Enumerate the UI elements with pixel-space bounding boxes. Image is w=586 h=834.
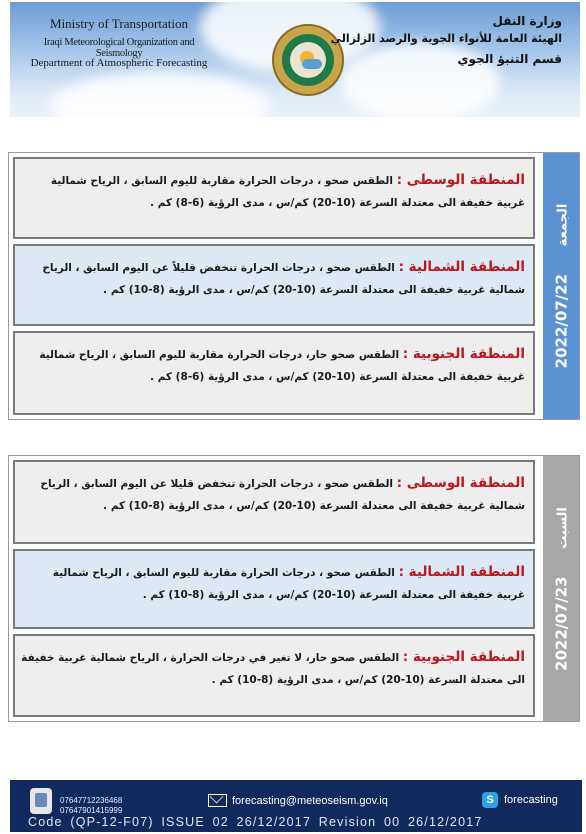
region-north-day2 [13,549,535,629]
email-address[interactable]: forecasting@meteoseism.gov.iq [232,795,388,807]
day-name: السبت [555,506,571,549]
region-central-day1 [13,157,535,239]
skype-handle[interactable]: forecasting [504,794,558,806]
organization-title-ar: الهيئة العامة للأنواء الجوية والرصد الزلزالي [330,32,562,45]
contact-footer [10,780,582,832]
region-forecast-text: الطقس صحو ، درجات الحرارة مقاربة لليوم السابق ، الرياح شمالية غربية خفيفة الى معتدلة السرعة (10-20) كم/س ، مدى الرؤية (6-8) كم . [50,175,525,209]
forecast-day-2 [8,455,580,722]
department-title-en: Department of Atmospheric Forecasting [30,57,208,69]
ministry-title-ar: وزارة النقل [492,14,562,28]
forecast-date: 2022/07/22 [552,273,571,369]
ministry-title-en: Ministry of Transportation [50,16,188,31]
region-south-day2 [13,634,535,717]
region-north-day1 [13,244,535,326]
header-banner [10,2,580,117]
day-date-bar [543,153,579,419]
department-title-ar: قسم التنبؤ الجوي [457,52,562,66]
document-code: Code (QP-12-F07) ISSUE 02 26/12/2017 Revision 00 26/12/2017 [28,815,483,829]
region-forecast-text: الطقس صحو ، درجات الحرارة مقاربة لليوم السابق ، الرياح شمالية غربية خفيفة الى معتدلة السرعة (10-20) كم/س ، مدى الرؤية (8-10) كم . [52,567,525,601]
region-forecast-text: الطقس صحو حار، درجات الحرارة مقاربة لليوم السابق ، الرياح شمالية غربية خفيفة الى معتدلة السرعة (10-20) كم/س ، مدى الرؤية (6-8) كم . [39,349,525,383]
region-name: المنطقة الجنوبية : [402,346,525,362]
forecast-day-1 [8,152,580,420]
region-central-day2 [13,460,535,544]
region-name: المنطقة الوسطى : [396,475,525,491]
phone-number: 07647712236468 [60,796,123,805]
skype-icon: S [482,792,498,808]
region-forecast-text: الطقس صحو ، درجات الحرارة تنخفض قليلا عن اليوم السابق ، الرياح شمالية غربية خفيفة الى معتدلة السرعة (10-20) كم/س ، مدى الرؤية (8-10) كم . [40,478,525,512]
region-name: المنطقة الوسطى : [396,172,525,188]
region-forecast-text: الطقس صحو ، درجات الحرارة تنخفض قليلاً عن اليوم السابق ، الرياح شمالية غربية خفيفة الى معتدلة السرعة (10-20) كم/س ، مدى الرؤية (8-10) كم . [42,262,525,296]
region-forecast-text: الطقس صحو حار، لا تغير في درجات الحرارة ، الرياح شمالية غربية خفيفة الى معتدلة السرعة (10-20) كم/س ، مدى الرؤية (8-10) كم . [21,652,525,686]
day-name: الجمعة [555,203,571,247]
organization-title-en: Iraqi Meteorological Organization and Seismology [43,37,195,59]
email-icon [208,794,227,807]
region-name: المنطقة الجنوبية : [402,649,525,665]
day-date-bar [543,456,579,721]
phone-number: 07647901415999 [60,806,123,815]
forecast-date: 2022/07/23 [552,575,571,671]
cloud-decoration [50,72,270,117]
region-south-day1 [13,331,535,415]
phone-icon [30,788,52,814]
region-name: المنطقة الشمالية : [398,564,525,580]
region-name: المنطقة الشمالية : [398,259,525,275]
